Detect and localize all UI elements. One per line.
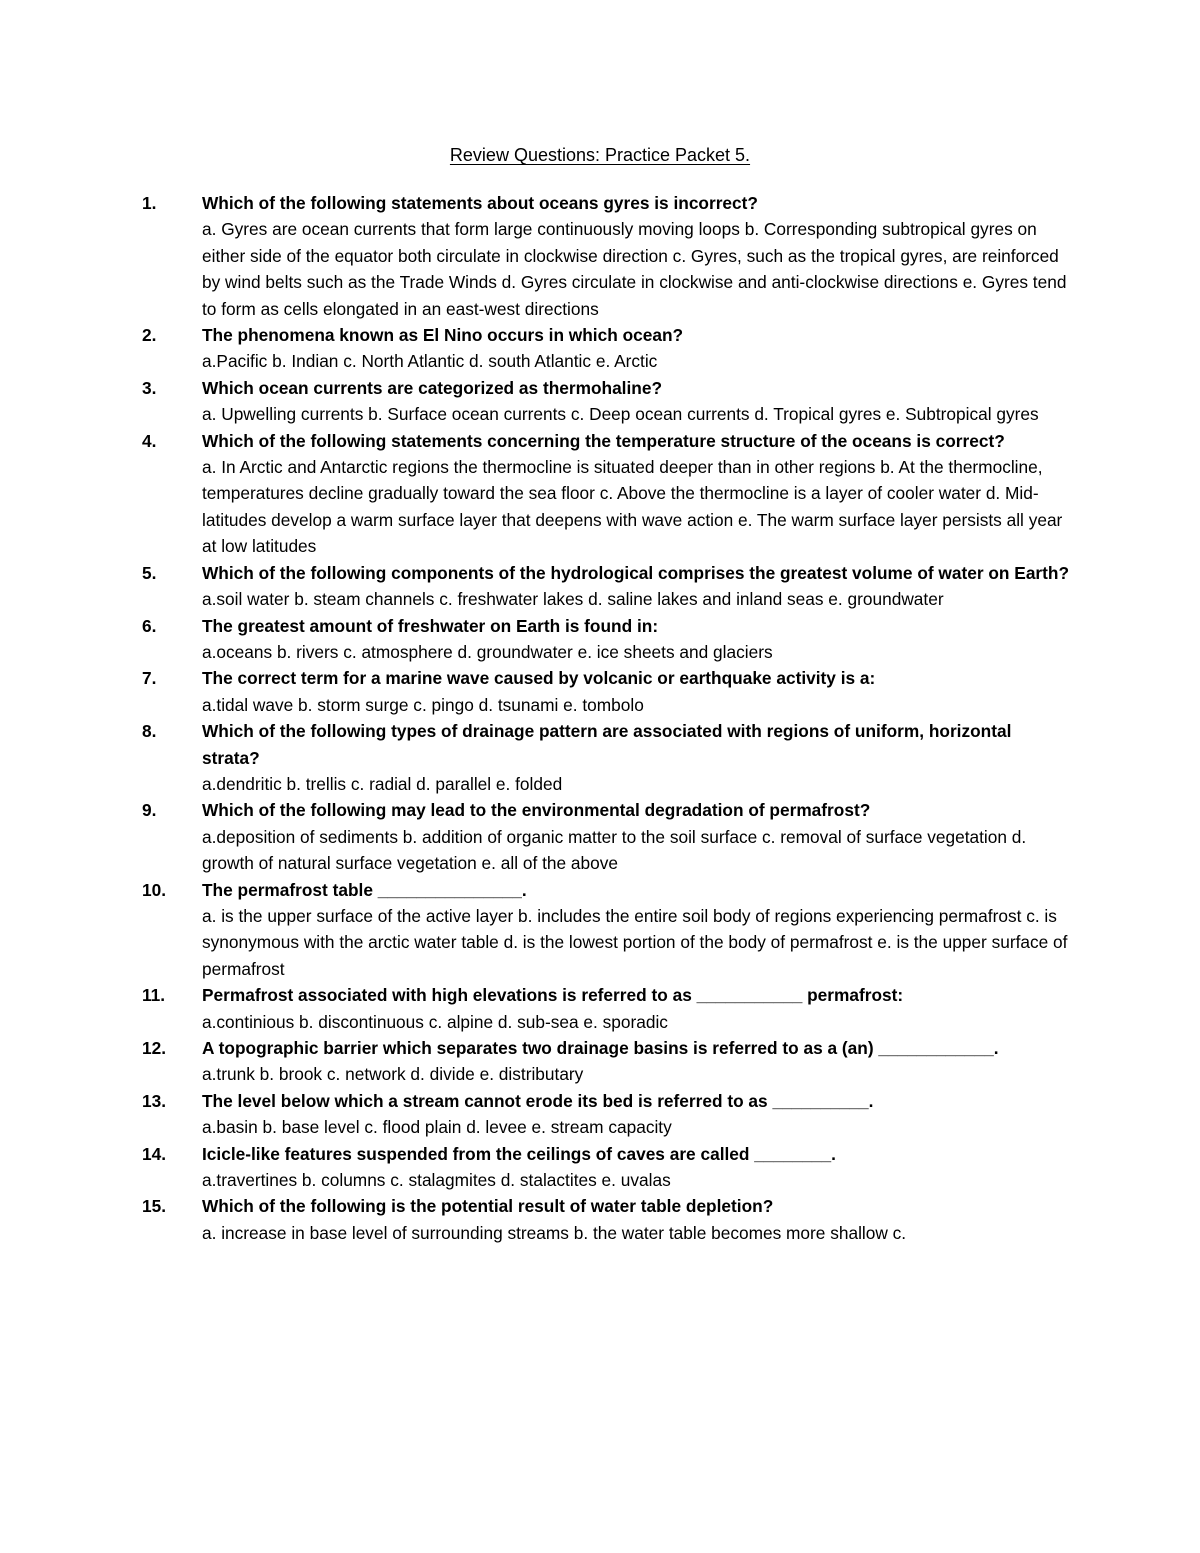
question-item <box>142 718 1072 797</box>
question-list <box>142 190 1072 1246</box>
question-number: 7. <box>142 668 157 689</box>
question-text: A topographic barrier which separates two drainage basins is referred to as a (an) ____________. <box>202 1038 999 1058</box>
question-item <box>142 613 1072 666</box>
question-number: 2. <box>142 325 157 346</box>
question-number: 1. <box>142 193 157 213</box>
question-number: 14. <box>142 1143 167 1164</box>
question-number: 5. <box>142 562 157 583</box>
question-text: The greatest amount of freshwater on Earth is found in: <box>202 615 659 636</box>
question-text: Permafrost associated with high elevations is referred to as ___________ permafrost: <box>202 985 904 1006</box>
answer-options: a.oceans b. rivers c. atmosphere d. groundwater e. ice sheets and glaciers <box>202 641 773 662</box>
question-item <box>142 560 1072 613</box>
question-text: Which of the following types of drainage pattern are associated with regions of uniform, horizontal strata? <box>202 721 1012 768</box>
answer-options: a.travertines b. columns c. stalagmites d. stalactites e. uvalas <box>202 1170 671 1191</box>
answer-options: a.continious b. discontinuous c. alpine d. sub-sea e. sporadic <box>202 1011 668 1032</box>
answer-options: a.trunk b. brook c. network d. divide e. distributary <box>202 1064 584 1085</box>
answer-options: a.Pacific b. Indian c. North Atlantic d. south Atlantic e. Arctic <box>202 351 658 372</box>
question-text: Icicle-like features suspended from the ceilings of caves are called ________. <box>202 1143 836 1164</box>
question-item <box>142 428 1072 560</box>
answer-options: a. Gyres are ocean currents that form large continuously moving loops b. Corresponding subtropical gyres on either side of the equator both circulate in clockwise direction c. Gyres, such as the tropical gyres, are reinforced by wind belts such as the Trade Winds d. Gyres circulate in clockwise and anti-clockwise directions e. Gyres tend to form as cells elongated in an east-west directions <box>202 219 1067 319</box>
answer-options: a. Upwelling currents b. Surface ocean currents c. Deep ocean currents d. Tropical gyres e. Subtropical gyres <box>202 404 1039 425</box>
page-title: Review Questions: Practice Packet 5. <box>449 145 751 165</box>
answer-options: a.basin b. base level c. flood plain d. levee e. stream capacity <box>202 1117 672 1138</box>
question-text: Which of the following components of the hydrological comprises the greatest volume of water on Earth? <box>202 562 1070 583</box>
question-text: The phenomena known as El Nino occurs in which ocean? <box>202 325 684 346</box>
question-item <box>142 665 1072 718</box>
question-number: 6. <box>142 615 157 636</box>
question-number: 8. <box>142 721 157 742</box>
question-number: 4. <box>142 430 157 451</box>
question-text: Which of the following statements about oceans gyres is incorrect? <box>202 193 758 213</box>
question-item <box>142 797 1072 876</box>
question-number: 11. <box>142 985 166 1006</box>
question-text: Which of the following may lead to the environmental degradation of permafrost? <box>202 800 871 821</box>
answer-options: a. increase in base level of surrounding streams b. the water table becomes more shallow c. <box>202 1222 907 1243</box>
question-number: 9. <box>142 800 157 821</box>
question-text: The correct term for a marine wave caused by volcanic or earthquake activity is a: <box>202 668 876 689</box>
question-number: 12. <box>142 1038 167 1058</box>
question-text: The permafrost table _______________. <box>202 879 527 900</box>
question-number: 15. <box>142 1196 167 1217</box>
question-item <box>142 1141 1072 1194</box>
question-number: 13. <box>142 1090 167 1111</box>
question-item <box>142 1193 1072 1246</box>
question-item <box>142 1088 1072 1141</box>
answer-options: a.soil water b. steam channels c. freshwater lakes d. saline lakes and inland seas e. groundwater <box>202 589 944 610</box>
answer-options: a. In Arctic and Antarctic regions the thermocline is situated deeper than in other regions b. At the thermocline, temperatures decline gradually toward the sea floor c. Above the thermocline is a layer of cooler water d. Mid-latitudes develop a warm surface layer that deepens with wave action e. The warm surface layer persists all year at low latitudes <box>202 457 1063 557</box>
question-item <box>142 982 1072 1035</box>
question-text: The level below which a stream cannot erode its bed is referred to as __________. <box>202 1090 874 1111</box>
question-text: Which of the following is the potential result of water table depletion? <box>202 1196 774 1217</box>
question-item <box>142 322 1072 375</box>
question-text: Which ocean currents are categorized as thermohaline? <box>202 377 663 398</box>
question-item <box>142 1035 1072 1088</box>
question-number: 10. <box>142 879 167 900</box>
question-text: Which of the following statements concerning the temperature structure of the oceans is correct? <box>202 430 1005 451</box>
question-number: 3. <box>142 377 157 398</box>
question-item <box>142 375 1072 428</box>
question-item <box>142 190 1072 322</box>
answer-options: a. is the upper surface of the active layer b. includes the entire soil body of regions experiencing permafrost c. is synonymous with the arctic water table d. is the lowest portion of the body of permafrost e. is the upper surface of permafrost <box>202 905 1068 979</box>
answer-options: a.dendritic b. trellis c. radial d. parallel e. folded <box>202 773 563 794</box>
answer-options: a.tidal wave b. storm surge c. pingo d. tsunami e. tombolo <box>202 694 644 715</box>
answer-options: a.deposition of sediments b. addition of organic matter to the soil surface c. removal of surface vegetation d. growth of natural surface vegetation e. all of the above <box>202 826 1027 874</box>
question-item <box>142 877 1072 983</box>
